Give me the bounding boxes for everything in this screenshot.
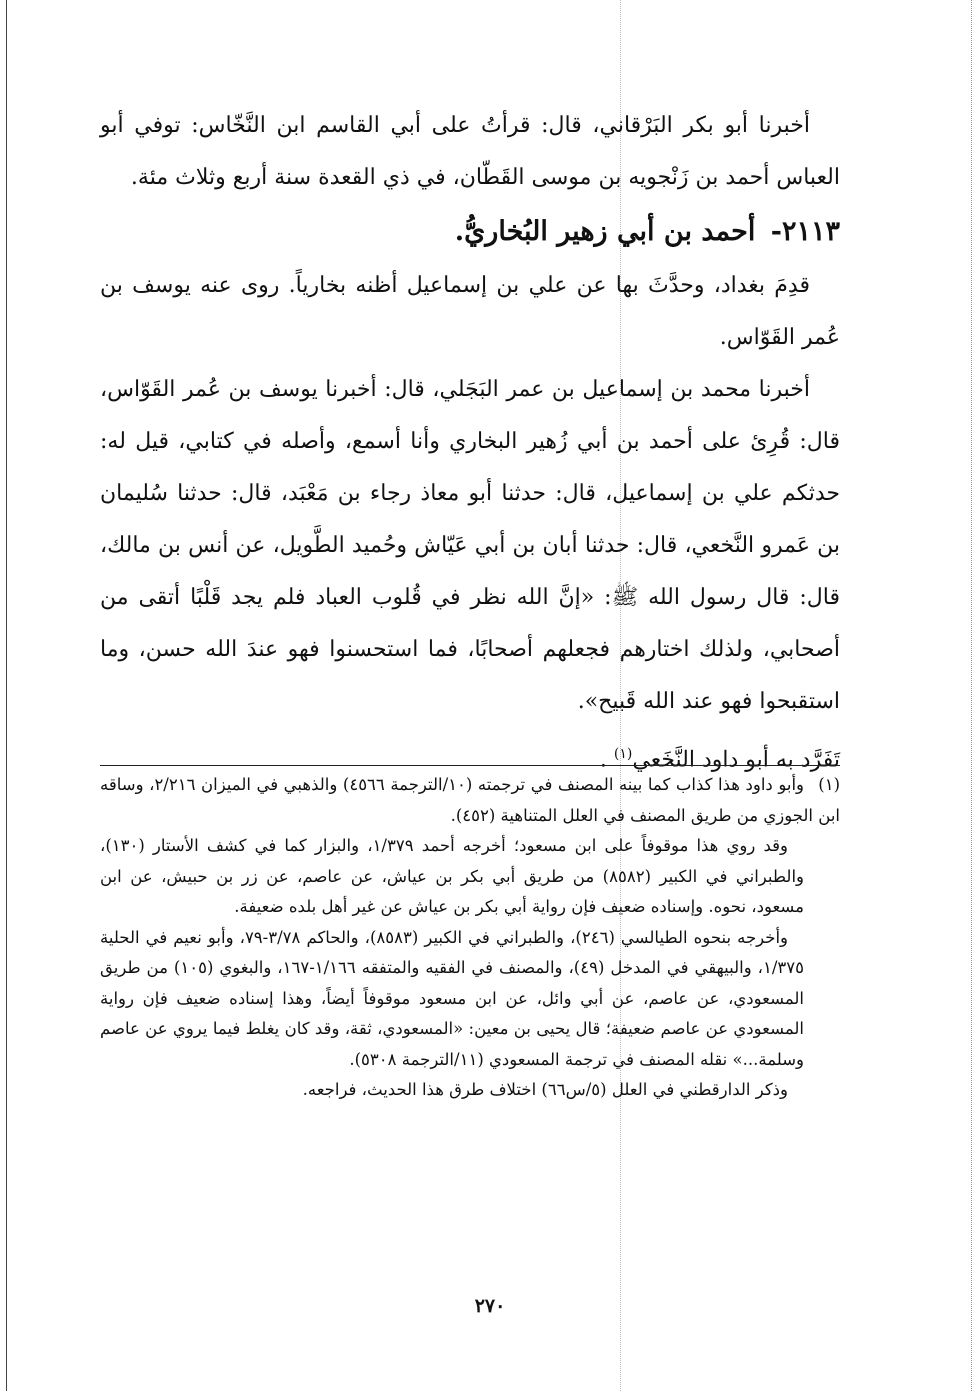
footnote-1 [100, 770, 840, 831]
tafarrud-line: تَفَرَّد به أبو داود النَّخَعي$^{(١)}$ . [599, 746, 840, 773]
entry-paragraph-2: أخبرنا محمد بن إسماعيل بن عمر البَجَلي، قال: أخبرنا يوسف بن عُمر القَوّاس، قال: قُرِئ على أحمد بن أبي زُهير البخاري وأنا أسمع، وأصله في كتابي، قيل له: حدثكم علي بن إسماعيل، قال: حدثنا أبو معاذ رجاء بن مَعْبَد، قال: حدثنا سُليمان بن عَمرو النَّخعي، قال: حدثنا أبان بن أبي عَيّاش وحُميد الطَّويل، عن أنس بن مالك، قال: قال رسول الله ﷺ: «إنَّ الله نظر في قُلوب العباد فلم يجد قَلْبًا أتقى من أصحابي، ولذلك اختارهم فجعلهم أصحابًا، فما استحسنوا فهو عندَ الله حسن، وما استقبحوا فهو عند الله قَبيح». [100, 377, 840, 714]
entry-paragraph-1: قدِمَ بغداد، وحدَّثَ بها عن علي بن إسماعيل أظنه بخارياً. روى عنه يوسف بن عُمر القَوّاس. [100, 273, 840, 350]
page-edge-left [6, 0, 7, 1391]
entry-heading [100, 204, 840, 260]
footnote-separator [100, 765, 840, 766]
page-edge-right [971, 0, 972, 1391]
page-number: ٢٧٠ [474, 1295, 506, 1317]
entry-name: أحمد بن أبي زهير البُخاريُّ. [454, 216, 756, 247]
footnote-number: (١) [818, 775, 840, 794]
main-text [100, 100, 840, 786]
footnote-paragraph-3: وأخرجه بنحوه الطيالسي (٢٤٦)، والطبراني في الكبير (٨٥٨٣)، والحاكم ٣/٧٨-٧٩، وأبو نعيم في الحلية ١/٣٧٥، والبيهقي في المدخل (٤٩)، والمصنف في الفقيه والمتفقه ١/١٦٦-١٦٧، والبغوي (١٠٥) من طريق المسعودي، عن عاصم، عن أبي وائل، عن ابن مسعود موقوفاً أيضاً، وهذا إسناده ضعيف فإن رواية المسعودي عن عاصم ضعيفة؛ قال يحيى بن معين: «المسعودي، ثقة، وقد كان يغلط فيما يروي عن عاصم وسلمة...» نقله المصنف في ترجمة المسعودي (١١/الترجمة ٥٣٠٨). [100, 927, 804, 1069]
footnote-paragraph-1: وأبو داود هذا كذاب كما بينه المصنف في ترجمته (١٠/الترجمة ٤٥٦٦) والذهبي في الميزان ٢/٢١٦، وساقه ابن الجوزي من طريق المصنف في العلل المتناهية (٤٥٢). [100, 775, 840, 825]
footnotes [100, 770, 840, 1106]
intro-paragraph: أخبرنا أبو بكر البَرْقاني، قال: قرأتُ على أبي القاسم ابن النَّخّاس: توفي أبو العباس أحمد بن زَنْجويه بن موسى القَطّان، في ذي القعدة سنة أربع وثلاث مئة. [100, 113, 840, 190]
footnote-paragraph-2: وقد روي هذا موقوفاً على ابن مسعود؛ أخرجه أحمد ١/٣٧٩، والبزار كما في كشف الأستار (١٣٠)، والطبراني في الكبير (٨٥٨٢) من طريق أبي بكر بن عياش، عن عاصم، عن زر بن حبيش، عن ابن مسعود، نحوه. وإسناده ضعيف فإن رواية أبي بكر بن عياش عن غير أهل بلده ضعيفة. [100, 836, 804, 916]
footnote-paragraph-4: وذكر الدارقطني في العلل (٥/س٦٦) اختلاف طرق هذا الحديث، فراجعه. [302, 1080, 788, 1099]
tafarrud-text: تَفَرَّد به أبو داود النَّخَعي [632, 747, 840, 773]
footnote-reference: (١) [613, 746, 633, 762]
entry-number: ٢١١٣- [770, 216, 840, 247]
